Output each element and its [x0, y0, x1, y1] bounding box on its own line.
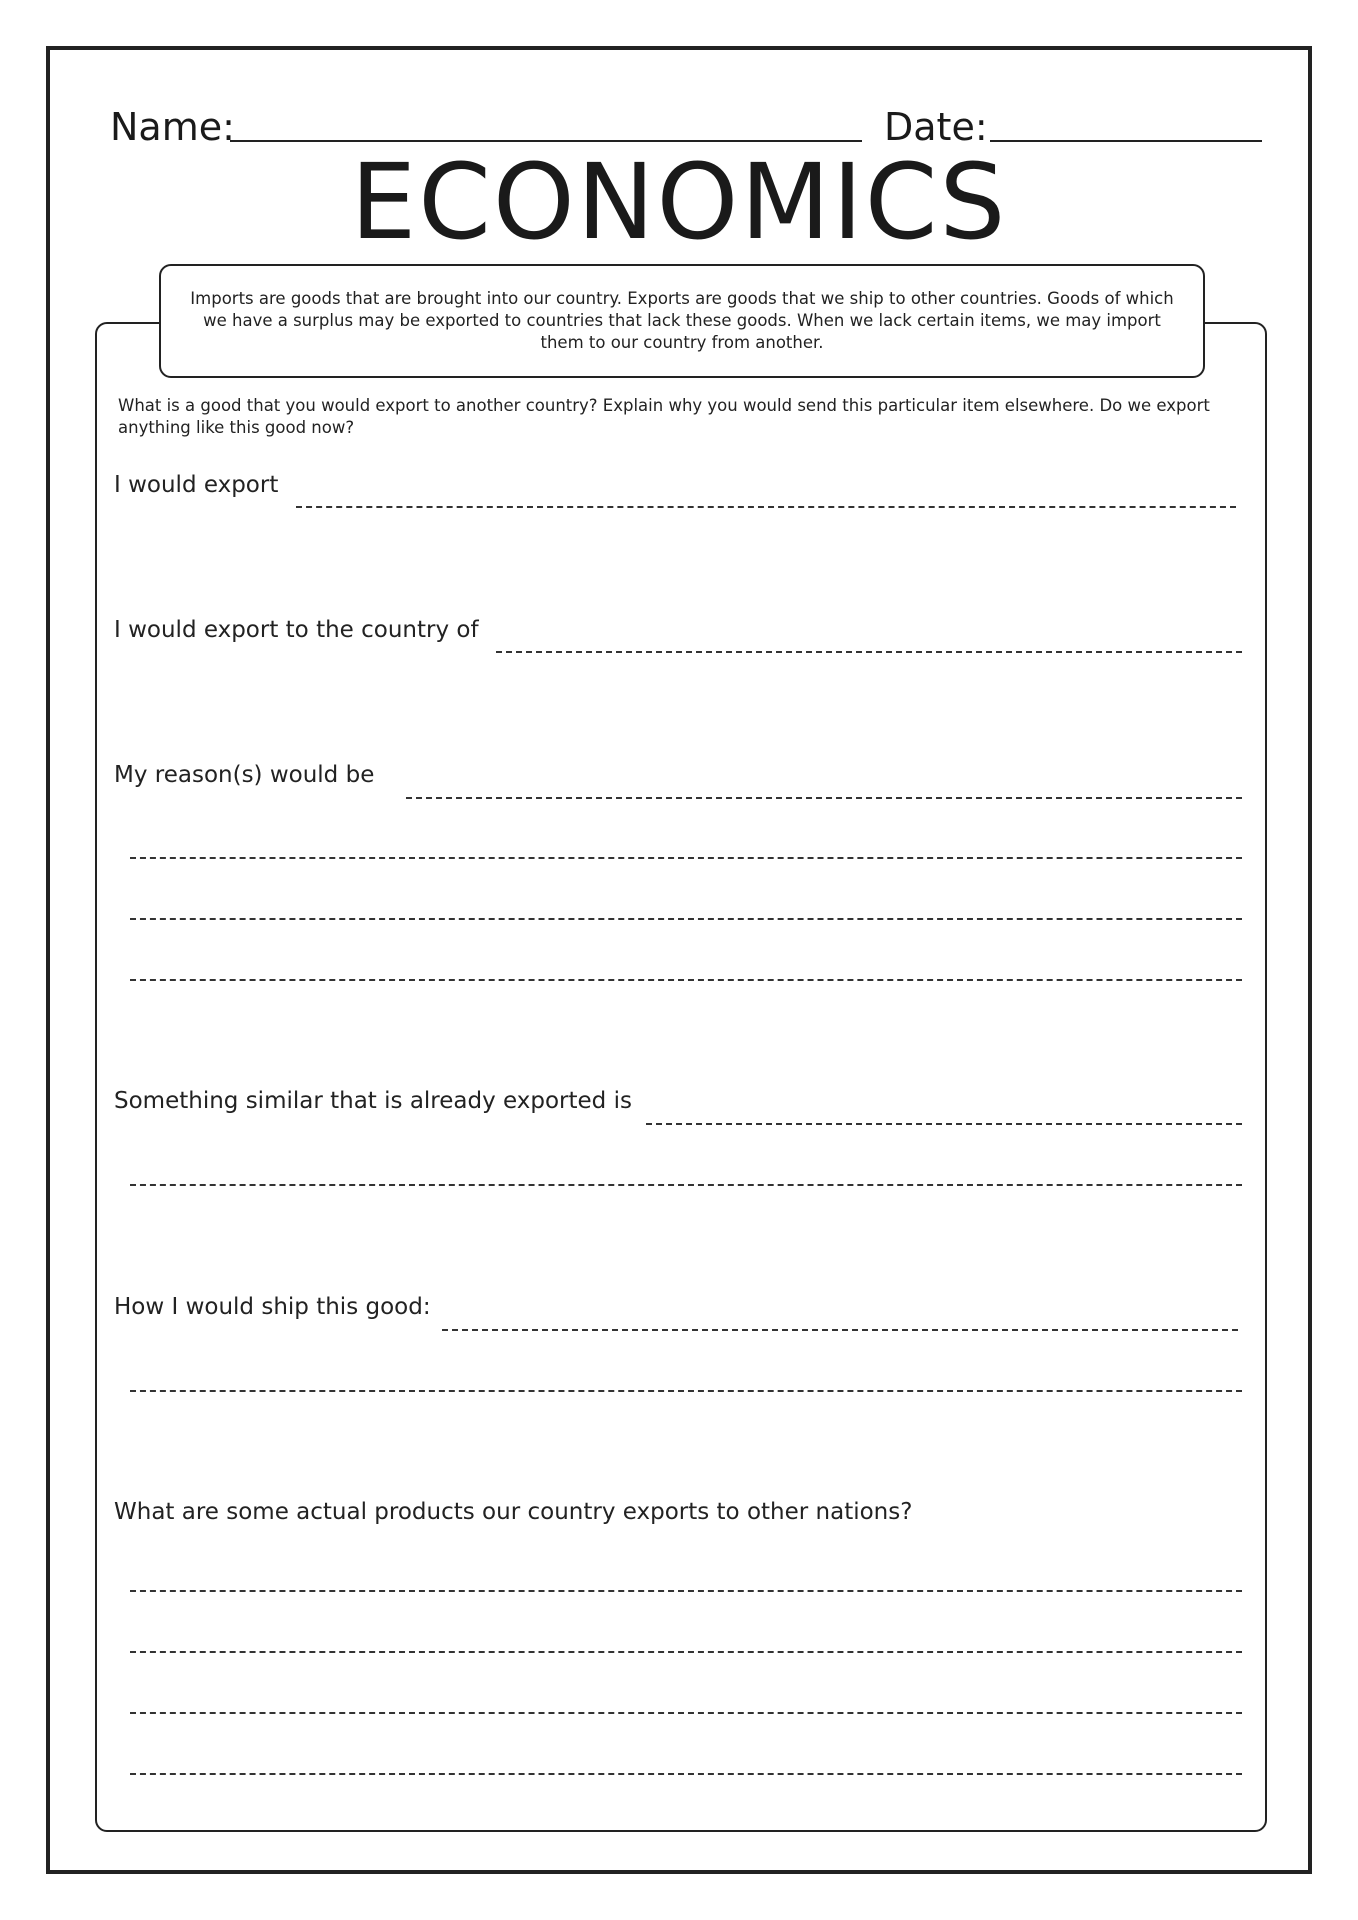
prompt-export: I would export — [114, 472, 279, 498]
answer-line-ship-2[interactable] — [130, 1390, 1242, 1392]
answer-line-similar[interactable] — [646, 1123, 1242, 1125]
answer-line-similar-2[interactable] — [130, 1184, 1242, 1186]
answer-line-reasons-4[interactable] — [130, 979, 1242, 981]
answer-line-country[interactable] — [496, 651, 1242, 653]
answer-line-reasons-2[interactable] — [130, 857, 1242, 859]
answer-line-actual[interactable] — [130, 1590, 1242, 1592]
page-title: ECONOMICS — [350, 141, 1008, 263]
prompt-country: I would export to the country of — [114, 617, 479, 643]
prompt-actual: What are some actual products our country exports to other nations? — [114, 1499, 913, 1525]
date-field[interactable] — [990, 140, 1262, 142]
info-text: Imports are goods that are brought into our country. Exports are goods that we ship to other countries. Goods of which we have a surplus may be exported to countries that lack these goods. When we lack certain items, we may import them to our country from another. — [190, 289, 1174, 352]
answer-line-actual-4[interactable] — [130, 1773, 1242, 1775]
answer-line-ship[interactable] — [442, 1329, 1238, 1331]
answer-line-actual-3[interactable] — [130, 1712, 1242, 1714]
name-label: Name: — [110, 105, 235, 149]
answer-line-reasons-3[interactable] — [130, 918, 1242, 920]
date-label: Date: — [884, 105, 988, 149]
answer-line-reasons[interactable] — [406, 797, 1242, 799]
worksheet-box — [95, 322, 1267, 1832]
answer-line-actual-2[interactable] — [130, 1651, 1242, 1653]
question-text: What is a good that you would export to another country? Explain why you would send this particular item elsewhere. Do we export anything like this good now? — [118, 396, 1210, 437]
info-box — [159, 264, 1205, 378]
answer-line-export[interactable] — [296, 506, 1236, 508]
prompt-reasons: My reason(s) would be — [114, 762, 375, 788]
prompt-similar: Something similar that is already exported is — [114, 1088, 632, 1114]
prompt-ship: How I would ship this good: — [114, 1294, 431, 1320]
